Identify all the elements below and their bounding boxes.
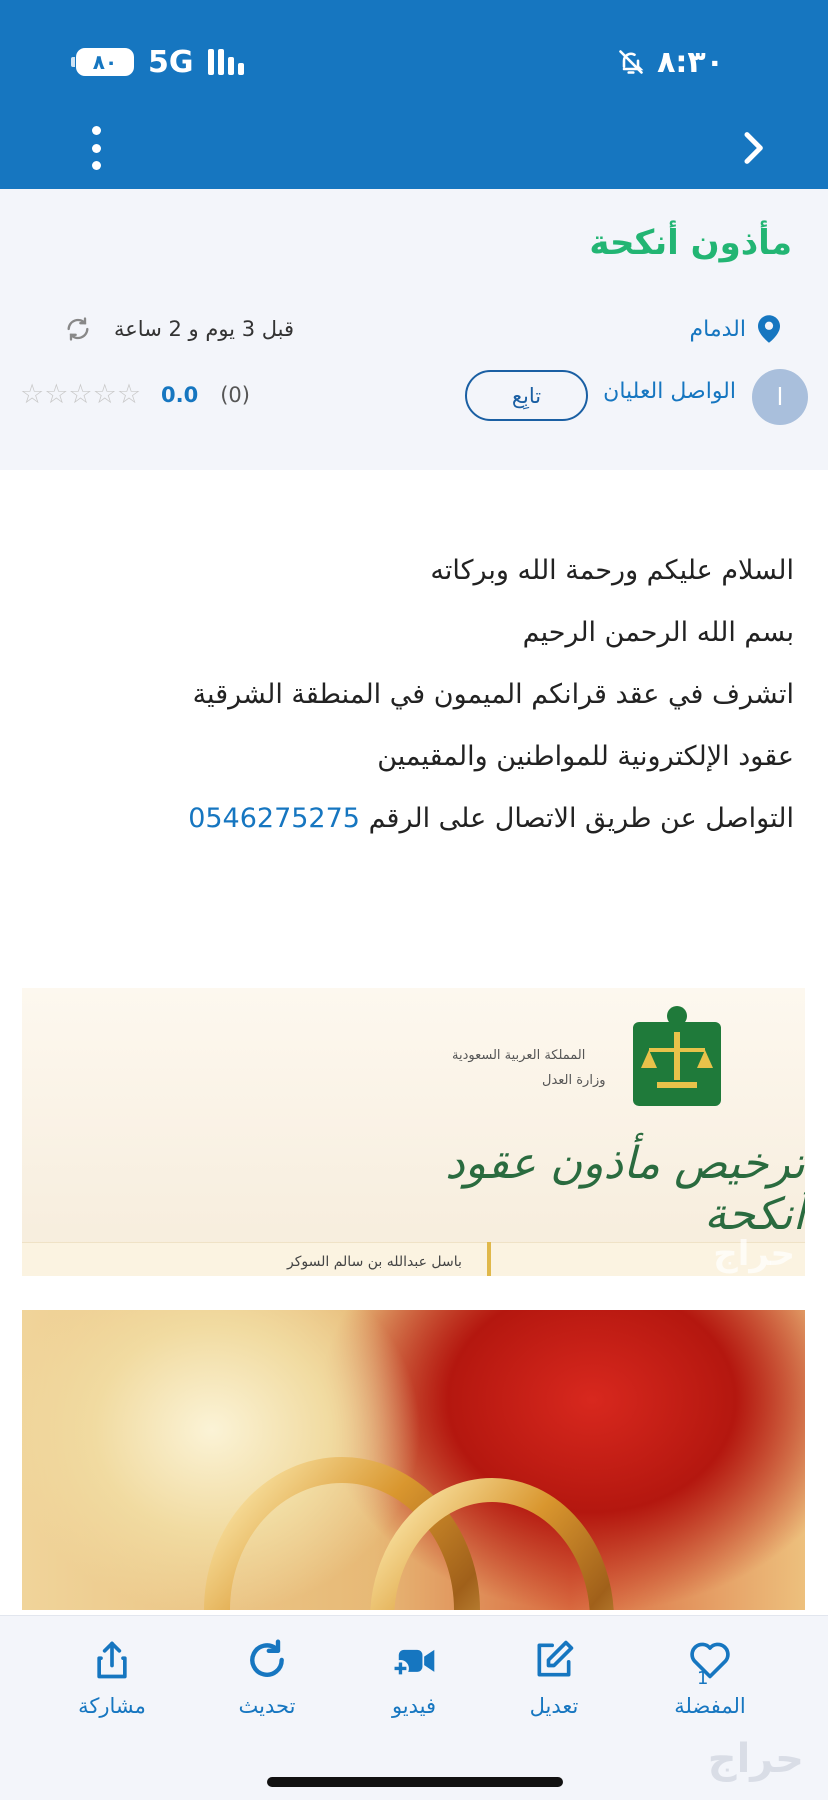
nav-edit-label: تعديل xyxy=(529,1694,579,1718)
favorites-count: 1 xyxy=(697,1668,709,1689)
listing-location[interactable] xyxy=(690,315,780,343)
nav-video[interactable] xyxy=(349,1638,479,1718)
avatar[interactable]: ا xyxy=(752,369,808,425)
license-image[interactable] xyxy=(22,988,805,1276)
description-line: عقود الإلكترونية للمواطنين والمقيمين xyxy=(377,741,794,772)
nav-favorites-label: المفضلة xyxy=(674,1694,746,1718)
rings-photo[interactable] xyxy=(22,1310,805,1610)
signer-name: باسل عبدالله بن سالم السوكر xyxy=(287,1254,462,1270)
battery-indicator: ٨٠ xyxy=(76,48,134,76)
description-line: بسم الله الرحمن الرحيم xyxy=(522,617,794,648)
wedding-rings-image xyxy=(22,1310,805,1610)
rating[interactable] xyxy=(20,379,250,410)
description-line: اتشرف في عقد قرانكم الميمون في المنطقة الشرقية xyxy=(192,679,794,710)
ministry-label: وزارة العدل xyxy=(542,1073,606,1088)
nav-edit[interactable] xyxy=(489,1638,619,1718)
contact-line xyxy=(34,788,794,850)
more-vertical-icon[interactable] xyxy=(84,126,108,170)
bottom-navigation xyxy=(0,1615,828,1800)
page-title: مأذون أنكحة xyxy=(589,223,792,263)
video-plus-icon xyxy=(392,1638,436,1682)
watermark: حراج xyxy=(707,1736,804,1782)
nav-share[interactable] xyxy=(47,1638,177,1718)
signal-icon xyxy=(208,49,244,75)
location-label: الدمام xyxy=(689,316,746,342)
nav-favorites[interactable] xyxy=(645,1638,775,1718)
divider xyxy=(487,1242,491,1276)
top-app-bar xyxy=(0,0,828,189)
edit-icon xyxy=(532,1638,576,1682)
heart-icon xyxy=(688,1638,732,1682)
follow-button[interactable]: تابِع xyxy=(465,370,588,421)
posted-time-label: قبل 3 يوم و 2 ساعة xyxy=(114,317,295,341)
phone-link[interactable]: 0546275275 xyxy=(188,803,360,834)
rating-value: 0.0 xyxy=(161,382,199,407)
map-pin-icon xyxy=(758,315,780,343)
star-icon: ☆☆☆☆☆ xyxy=(20,379,142,410)
user-name[interactable]: الواصل العليان xyxy=(603,379,736,404)
chevron-right-icon[interactable] xyxy=(732,128,772,168)
share-icon xyxy=(90,1638,134,1682)
ministry-emblem-icon xyxy=(626,1002,728,1112)
network-type: 5G xyxy=(148,44,194,80)
nav-share-label: مشاركة xyxy=(78,1694,146,1718)
status-bar-right xyxy=(617,42,724,82)
nav-video-label: فيديو xyxy=(391,1694,437,1718)
kingdom-label: المملكة العربية السعودية xyxy=(452,1048,586,1063)
clock: ٨:٣٠ xyxy=(657,44,724,80)
listing-header xyxy=(0,189,828,470)
bell-slash-icon xyxy=(617,48,645,76)
refresh-icon xyxy=(64,315,92,343)
nav-refresh-label: تحديث xyxy=(238,1694,296,1718)
watermark: حراج xyxy=(713,1234,795,1274)
description-line: السلام عليكم ورحمة الله وبركاته xyxy=(430,555,794,586)
contact-prefix: التواصل عن طريق الاتصال على الرقم xyxy=(368,803,794,834)
posted-time xyxy=(64,315,294,343)
listing-description xyxy=(34,540,794,850)
refresh-icon xyxy=(245,1638,289,1682)
nav-refresh[interactable] xyxy=(202,1638,332,1718)
status-bar-left xyxy=(76,42,244,82)
rating-count: (0) xyxy=(220,382,250,407)
license-heading: ترخيص مأذون عقود أنكحة xyxy=(445,1138,805,1240)
home-indicator[interactable] xyxy=(267,1777,563,1787)
